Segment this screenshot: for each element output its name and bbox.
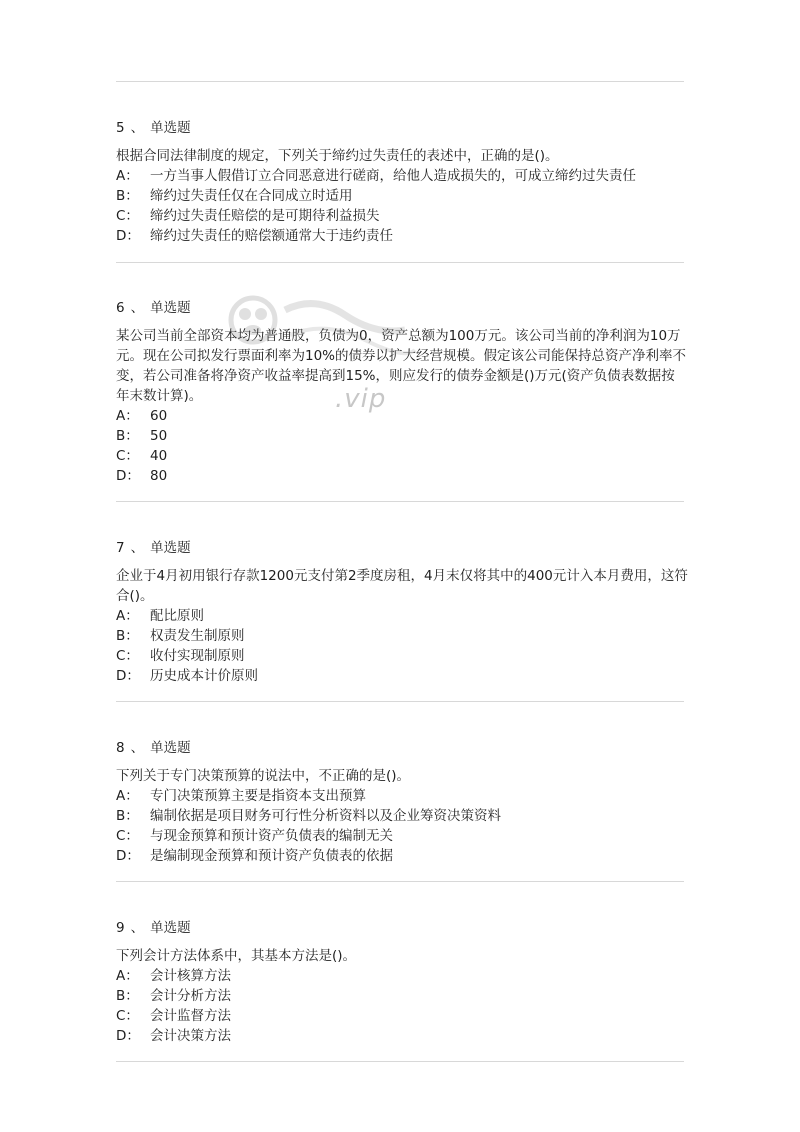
option-b: [116, 626, 688, 646]
option-c: [116, 826, 688, 846]
option-text: 缔约过失责任的赔偿额通常大于违约责任: [150, 228, 393, 244]
option-c: [116, 446, 688, 466]
question-5: [116, 118, 688, 246]
question-separator: 、: [130, 920, 145, 936]
option-text: 与现金预算和预计资产负债表的编制无关: [150, 828, 393, 844]
option-d: [116, 226, 688, 246]
divider: [116, 81, 684, 82]
option-c: [116, 646, 688, 666]
option-a: [116, 606, 688, 626]
option-a: [116, 786, 688, 806]
question-number: 6: [116, 300, 125, 316]
option-text: 会计分析方法: [150, 988, 231, 1004]
option-letter: A：: [116, 168, 139, 184]
question-header: [116, 918, 688, 938]
question-number: 9: [116, 920, 125, 936]
question-type: 单选题: [150, 120, 191, 136]
question-header: [116, 118, 688, 138]
question-type: 单选题: [150, 740, 191, 756]
option-letter: B：: [116, 188, 139, 204]
option-letter: A：: [116, 408, 139, 424]
question-stem: 下列会计方法体系中，其基本方法是()。: [116, 948, 357, 964]
option-letter: C：: [116, 648, 139, 664]
divider: [116, 262, 684, 263]
option-b: [116, 986, 688, 1006]
option-text: 60: [150, 408, 168, 424]
question-separator: 、: [130, 300, 145, 316]
option-letter: A：: [116, 788, 139, 804]
option-text: 缔约过失责任仅在合同成立时适用: [150, 188, 353, 204]
question-9: [116, 918, 688, 1046]
divider: [116, 1061, 684, 1062]
watermark-text: .vip: [335, 384, 387, 414]
option-a: [116, 166, 688, 186]
question-type: 单选题: [150, 920, 191, 936]
question-stem: 企业于4月初用银行存款1200元支付第2季度房租，4月末仅将其中的400元计入本月费用，这符合()。: [116, 568, 688, 604]
question-header: [116, 738, 688, 758]
option-letter: B：: [116, 428, 139, 444]
option-letter: B：: [116, 988, 139, 1004]
option-letter: C：: [116, 448, 139, 464]
option-a: [116, 966, 688, 986]
option-text: 历史成本计价原则: [150, 668, 258, 684]
option-b: [116, 426, 688, 446]
option-letter: C：: [116, 828, 139, 844]
option-text: 是编制现金预算和预计资产负债表的依据: [150, 848, 393, 864]
option-letter: C：: [116, 208, 139, 224]
option-text: 50: [150, 428, 168, 444]
question-8: [116, 738, 688, 866]
question-header: [116, 538, 688, 558]
question-7: [116, 538, 688, 686]
divider: [116, 881, 684, 882]
option-letter: D：: [116, 228, 140, 244]
option-b: [116, 806, 688, 826]
option-text: 配比原则: [150, 608, 204, 624]
question-number: 5: [116, 120, 125, 136]
option-letter: D：: [116, 668, 140, 684]
question-type: 单选题: [150, 540, 191, 556]
option-d: [116, 666, 688, 686]
question-separator: 、: [130, 540, 145, 556]
option-text: 80: [150, 468, 168, 484]
option-text: 权责发生制原则: [150, 628, 245, 644]
question-stem: 某公司当前全部资本均为普通股，负债为0，资产总额为100万元。该公司当前的净利润为10万元。现在公司拟发行票面利率为10%的债券以扩大经营规模。假定该公司能保持总资产净利率不变，若公司准备将净资产收益率提高到15%，则应发行的债券金额是()万元(资产负债表数据按年末数计算)。: [116, 328, 687, 404]
option-text: 编制依据是项目财务可行性分析资料以及企业筹资决策资料: [150, 808, 501, 824]
option-c: [116, 206, 688, 226]
option-a: [116, 406, 688, 426]
option-text: 缔约过失责任赔偿的是可期待利益损失: [150, 208, 380, 224]
question-number: 8: [116, 740, 125, 756]
question-separator: 、: [130, 740, 145, 756]
option-text: 会计核算方法: [150, 968, 231, 984]
question-6: [116, 298, 688, 486]
question-type: 单选题: [150, 300, 191, 316]
question-stem: 根据合同法律制度的规定，下列关于缔约过失责任的表述中，正确的是()。: [116, 148, 559, 164]
option-letter: C：: [116, 1008, 139, 1024]
option-letter: A：: [116, 608, 139, 624]
question-separator: 、: [130, 120, 145, 136]
divider: [116, 501, 684, 502]
option-letter: D：: [116, 848, 140, 864]
option-text: 会计决策方法: [150, 1028, 231, 1044]
option-text: 收付实现制原则: [150, 648, 245, 664]
question-number: 7: [116, 540, 125, 556]
question-header: [116, 298, 688, 318]
option-d: [116, 846, 688, 866]
option-text: 一方当事人假借订立合同恶意进行磋商，给他人造成损失的，可成立缔约过失责任: [150, 168, 636, 184]
question-stem: 下列关于专门决策预算的说法中，不正确的是()。: [116, 768, 411, 784]
divider: [116, 701, 684, 702]
option-d: [116, 466, 688, 486]
option-letter: B：: [116, 628, 139, 644]
option-letter: A：: [116, 968, 139, 984]
option-letter: B：: [116, 808, 139, 824]
option-c: [116, 1006, 688, 1026]
option-letter: D：: [116, 1028, 140, 1044]
option-text: 40: [150, 448, 168, 464]
option-d: [116, 1026, 688, 1046]
option-letter: D：: [116, 468, 140, 484]
option-b: [116, 186, 688, 206]
option-text: 会计监督方法: [150, 1008, 231, 1024]
option-text: 专门决策预算主要是指资本支出预算: [150, 788, 366, 804]
